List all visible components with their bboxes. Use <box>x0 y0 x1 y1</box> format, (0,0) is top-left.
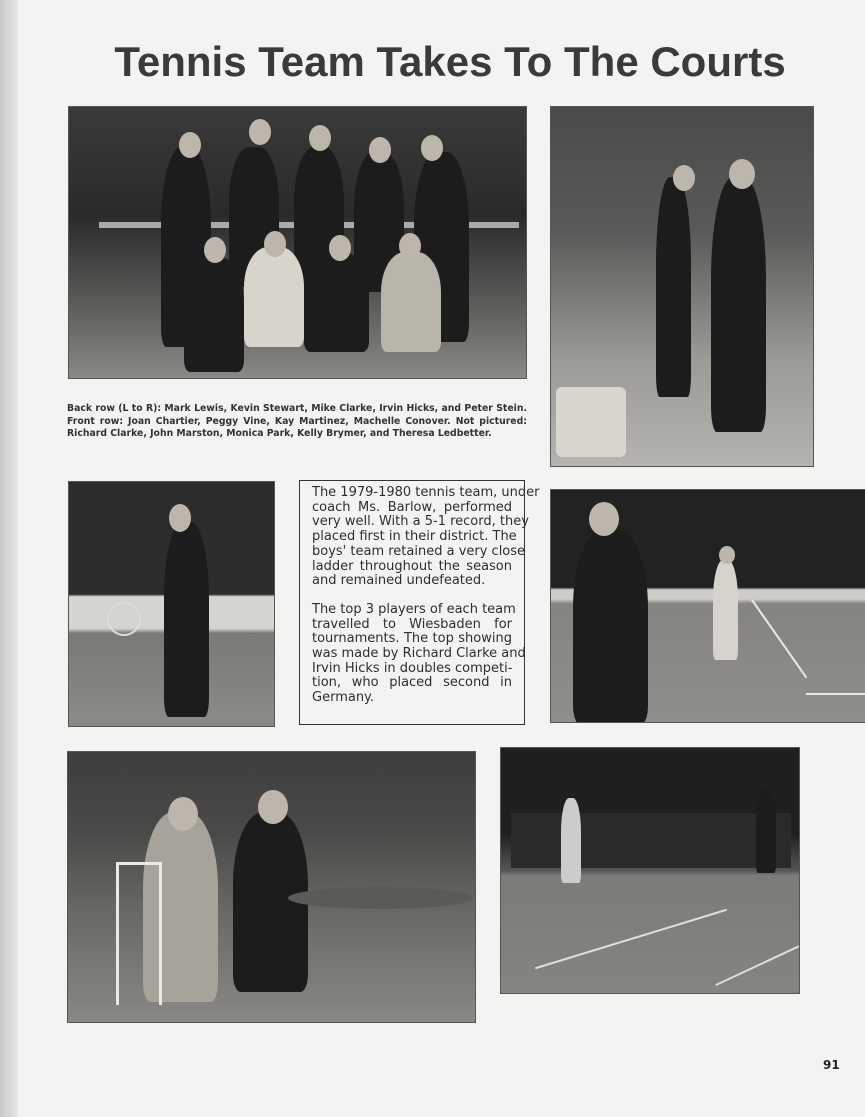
page-title: Tennis Team Takes To The Courts <box>114 38 786 85</box>
article-line: ladder throughout the season <box>312 558 512 574</box>
bench-players-photo <box>500 747 800 994</box>
article-line: very well. With a 5-1 record, they <box>312 514 529 530</box>
article-line: The 1979-1980 tennis team, under <box>312 485 540 500</box>
article-line: and remained undefeated. <box>312 573 486 589</box>
article-line: The top 3 players of each team <box>312 601 516 617</box>
article-line: travelled to Wiesbaden for <box>312 616 512 632</box>
article-line: tournaments. The top showing <box>312 631 512 647</box>
article-line: tion, who placed second in <box>312 675 512 691</box>
article-line: Germany. <box>312 690 375 706</box>
article-line: was made by Richard Clarke and <box>312 646 526 662</box>
caption-line: Richard Clarke, John Marston, Monica Park, Kelly Brymer, and Theresa Ledbetter. <box>67 428 492 440</box>
page-binding-edge <box>0 0 18 1117</box>
page-number: 91 <box>823 1058 840 1072</box>
player-portrait-photo <box>68 481 275 727</box>
team-photo-caption <box>67 403 527 441</box>
article-line: Irvin Hicks in doubles competi- <box>312 660 513 676</box>
team-group-photo <box>68 106 527 379</box>
players-indoor-photo <box>550 106 814 467</box>
caption-line: Front row: Joan Chartier, Peggy Vine, Kay Martinez, Machelle Conover. Not pictured: <box>67 415 527 427</box>
caption-line: Back row (L to R): Mark Lewis, Kevin Stewart, Mike Clarke, Irvin Hicks, and Peter Stein. <box>67 403 527 414</box>
article-line: coach Ms. Barlow, performed <box>312 499 512 515</box>
article-line: placed first in their district. The <box>312 529 517 545</box>
article-text-box <box>299 480 540 725</box>
court-match-photo <box>550 489 865 723</box>
coaches-table-photo <box>67 751 476 1023</box>
article-line: boys' team retained a very close <box>312 543 526 559</box>
